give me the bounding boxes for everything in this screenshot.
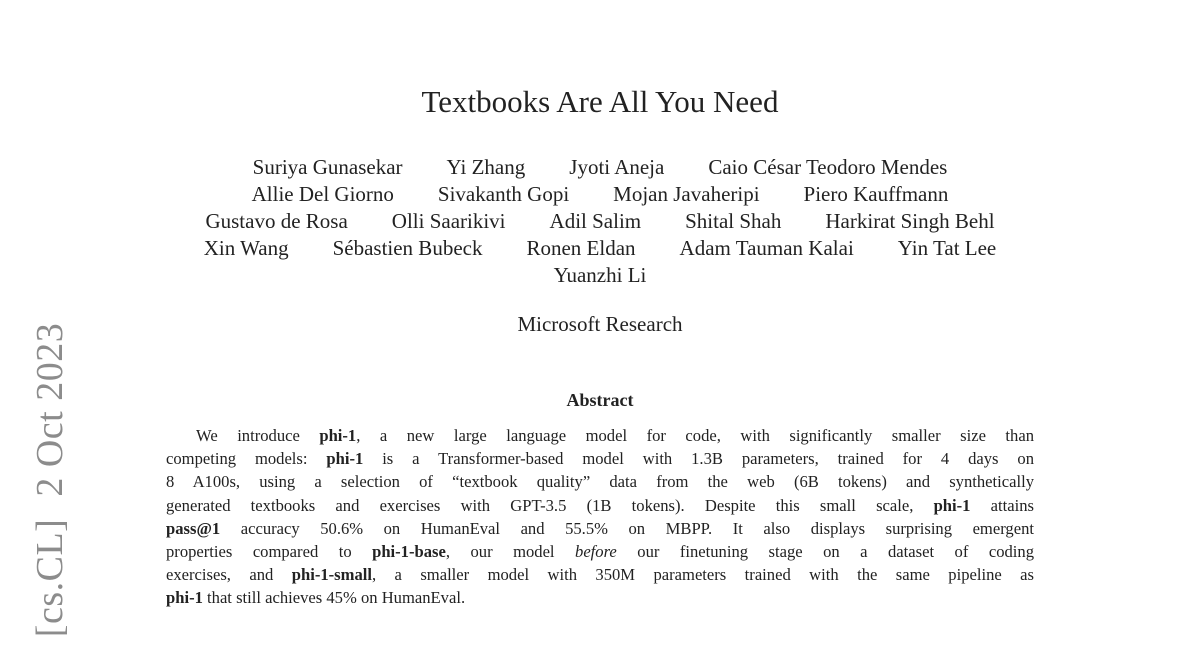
arxiv-side-stamp bbox=[28, 323, 72, 637]
author-name: Yin Tat Lee bbox=[897, 236, 997, 260]
author-line bbox=[0, 208, 1200, 235]
abstract-line bbox=[166, 517, 1034, 540]
abstract-line bbox=[166, 563, 1034, 586]
bold-term: phi-1-small bbox=[291, 565, 372, 585]
italic-term: before bbox=[575, 541, 617, 561]
abstract-line bbox=[166, 447, 1034, 470]
abstract-text: attains bbox=[970, 495, 1034, 515]
author-name: Ronen Eldan bbox=[526, 236, 636, 260]
abstract-line bbox=[166, 470, 1034, 493]
author-name: Adam Tauman Kalai bbox=[679, 236, 854, 260]
author-name: Caio César Teodoro Mendes bbox=[708, 155, 948, 179]
author-line bbox=[0, 235, 1200, 262]
author-name: Jyoti Aneja bbox=[569, 155, 665, 179]
author-name: Sébastien Bubeck bbox=[332, 236, 483, 260]
author-name: Allie Del Giorno bbox=[251, 182, 394, 206]
author-name: Xin Wang bbox=[203, 236, 289, 260]
bold-term: phi-1-base bbox=[372, 541, 446, 561]
paper-title: Textbooks Are All You Need bbox=[421, 84, 779, 119]
abstract-text: competing models: bbox=[166, 449, 327, 469]
author-name: Yi Zhang bbox=[446, 155, 526, 179]
abstract-text: , our model bbox=[445, 541, 576, 561]
author-name: Sivakanth Gopi bbox=[437, 182, 570, 206]
abstract-text: accuracy 50.6% on HumanEval and 55.5% on MBPP. It also displays surprising emergent bbox=[220, 518, 1034, 538]
author-name: Piero Kauffmann bbox=[803, 182, 949, 206]
author-line bbox=[0, 181, 1200, 208]
author-name: Harkirat Singh Behl bbox=[825, 209, 995, 233]
abstract-text: properties compared to bbox=[166, 541, 373, 561]
abstract-text: We introduce bbox=[196, 426, 320, 445]
abstract-text: generated textbooks and exercises with GPT-3.5 (1B tokens). Despite this small scale, bbox=[166, 495, 934, 515]
bold-term: pass@1 bbox=[166, 518, 221, 538]
abstract-text: is a Transformer-based model with 1.3B parameters, trained for 4 days on bbox=[363, 449, 1035, 469]
bold-term: phi-1 bbox=[166, 588, 203, 608]
abstract-heading: Abstract bbox=[566, 390, 634, 410]
author-line bbox=[0, 262, 1200, 289]
author-name: Gustavo de Rosa bbox=[205, 209, 348, 233]
abstract-text: , a smaller model with 350M parameters trained with the same pipeline as bbox=[371, 565, 1034, 585]
author-name: Suriya Gunasekar bbox=[252, 155, 403, 179]
abstract-text: , a new large language model for code, with significantly smaller size than bbox=[356, 426, 1034, 445]
abstract-text: exercises, and bbox=[166, 565, 292, 585]
bold-term: phi-1 bbox=[326, 449, 364, 469]
bold-term: phi-1 bbox=[933, 495, 971, 515]
abstract-line bbox=[166, 494, 1034, 517]
author-name: Adil Salim bbox=[549, 209, 642, 233]
bold-term: phi-1 bbox=[319, 426, 357, 445]
abstract-body bbox=[166, 424, 1034, 610]
abstract-line bbox=[166, 540, 1034, 563]
abstract-text: that still achieves 45% on HumanEval. bbox=[202, 588, 466, 608]
author-name: Yuanzhi Li bbox=[553, 263, 647, 287]
abstract-text: 8 A100s, using a selection of “textbook quality” data from the web (6B tokens) and synthetically bbox=[166, 472, 1034, 492]
author-name: Olli Saarikivi bbox=[391, 209, 506, 233]
abstract-line bbox=[166, 424, 1034, 447]
author-list bbox=[0, 154, 1200, 289]
author-name: Mojan Javaheripi bbox=[613, 182, 760, 206]
abstract-line bbox=[166, 586, 1034, 609]
arxiv-date: 2 Oct 2023 bbox=[29, 322, 71, 497]
arxiv-category: [cs.CL] bbox=[29, 518, 71, 638]
abstract-text: our finetuning stage on a dataset of coding bbox=[616, 541, 1034, 561]
author-name: Shital Shah bbox=[685, 209, 782, 233]
affiliation: Microsoft Research bbox=[517, 312, 683, 336]
author-line bbox=[0, 154, 1200, 181]
